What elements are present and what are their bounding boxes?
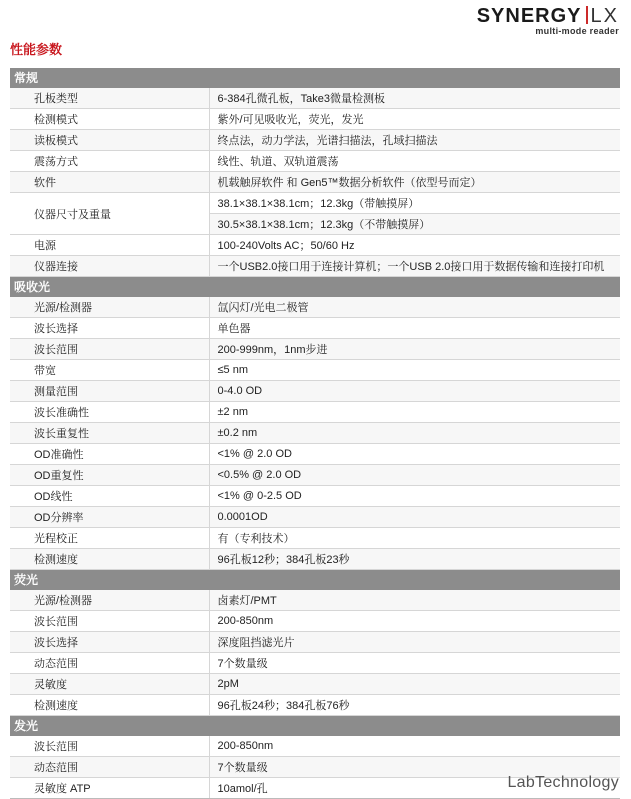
spec-label: 灵敏度 — [10, 674, 209, 695]
spec-value: 100-240Volts AC；50/60 Hz — [209, 235, 620, 256]
spec-row — [10, 590, 620, 611]
spec-label: 软件 — [10, 172, 209, 193]
spec-label: 动态范围 — [10, 757, 209, 778]
spec-row — [10, 88, 620, 109]
section-header — [10, 277, 620, 297]
spec-label: 光源/检测器 — [10, 590, 209, 611]
spec-label: 读板模式 — [10, 130, 209, 151]
spec-label: 检测速度 — [10, 695, 209, 716]
spec-row — [10, 172, 620, 193]
spec-value: ≤5 nm — [209, 360, 620, 381]
spec-label: 灵敏度 ATP — [10, 778, 209, 799]
spec-row — [10, 736, 620, 757]
spec-value: 7个数量级 — [209, 653, 620, 674]
spec-row — [10, 130, 620, 151]
brand-name: SYNERGY — [476, 5, 582, 27]
spec-value: 30.5×38.1×38.1cm；12.3kg（不带触摸屏） — [209, 214, 620, 235]
spec-label: 检测速度 — [10, 549, 209, 570]
spec-label: 动态范围 — [10, 653, 209, 674]
spec-value: 有（专利技术） — [209, 528, 620, 549]
spec-value: <1% @ 0-2.5 OD — [209, 486, 620, 507]
section-title: 吸收光 — [10, 277, 620, 297]
spec-value: 38.1×38.1×38.1cm；12.3kg（带触摸屏） — [209, 193, 620, 214]
spec-label: 带宽 — [10, 360, 209, 381]
spec-value: 线性、轨道、双轨道震荡 — [209, 151, 620, 172]
spec-value: 终点法，动力学法，光谱扫描法，孔域扫描法 — [209, 130, 620, 151]
spec-row — [10, 297, 620, 318]
spec-label: 电源 — [10, 235, 209, 256]
spec-value: <1% @ 2.0 OD — [209, 444, 620, 465]
spec-row — [10, 109, 620, 130]
spec-value: 96孔板12秒；384孔板23秒 — [209, 549, 620, 570]
section-title: 荧光 — [10, 570, 620, 590]
spec-value: 2pM — [209, 674, 620, 695]
spec-row — [10, 611, 620, 632]
spec-row — [10, 339, 620, 360]
spec-row — [10, 423, 620, 444]
spec-value: ±2 nm — [209, 402, 620, 423]
spec-label: 震荡方式 — [10, 151, 209, 172]
spec-row — [10, 318, 620, 339]
spec-value: 0.0001OD — [209, 507, 620, 528]
spec-label: 仪器连接 — [10, 256, 209, 277]
spec-row — [10, 507, 620, 528]
spec-label: 波长选择 — [10, 632, 209, 653]
spec-label: 孔板类型 — [10, 88, 209, 109]
logo-divider — [586, 6, 588, 24]
spec-value: 6-384孔微孔板，Take3微量检测板 — [209, 88, 620, 109]
spec-value: 一个USB2.0接口用于连接计算机；一个USB 2.0接口用于数据传输和连接打印机 — [209, 256, 620, 277]
spec-label: OD重复性 — [10, 465, 209, 486]
spec-label: 波长准确性 — [10, 402, 209, 423]
spec-label: OD分辨率 — [10, 507, 209, 528]
spec-label: 光源/检测器 — [10, 297, 209, 318]
spec-label: 波长选择 — [10, 318, 209, 339]
spec-label: 波长范围 — [10, 736, 209, 757]
spec-value: 0-4.0 OD — [209, 381, 620, 402]
footer-brand: LabTechnology — [507, 774, 619, 791]
spec-value: 氙闪灯/光电二极管 — [209, 297, 620, 318]
section-title: 发光 — [10, 716, 620, 736]
spec-value: 深度阻挡滤光片 — [209, 632, 620, 653]
spec-row — [10, 256, 620, 277]
spec-table-body — [10, 68, 620, 799]
section-title: 常规 — [10, 68, 620, 88]
brand-wordmark — [409, 4, 619, 28]
page-title: 性能参数 — [10, 42, 63, 57]
spec-value: ±0.2 nm — [209, 423, 620, 444]
spec-label: 波长范围 — [10, 611, 209, 632]
spec-row — [10, 444, 620, 465]
spec-value: 10amol/孔 — [209, 778, 620, 799]
spec-row — [10, 381, 620, 402]
spec-row — [10, 549, 620, 570]
spec-row — [10, 193, 620, 214]
brand-tagline: multi-mode reader — [535, 26, 619, 36]
spec-row — [10, 528, 620, 549]
spec-label: 检测模式 — [10, 109, 209, 130]
spec-label: OD线性 — [10, 486, 209, 507]
spec-value: 卤素灯/PMT — [209, 590, 620, 611]
spec-label: 仪器尺寸及重量 — [10, 193, 209, 235]
spec-row — [10, 151, 620, 172]
spec-value: 单色器 — [209, 318, 620, 339]
spec-label: 测量范围 — [10, 381, 209, 402]
section-header — [10, 570, 620, 590]
spec-value: 机载触屏软件 和 Gen5™数据分析软件（依型号而定） — [209, 172, 620, 193]
brand-model: LX — [590, 5, 619, 27]
section-header — [10, 68, 620, 88]
spec-value: 200-850nm — [209, 611, 620, 632]
spec-row — [10, 653, 620, 674]
spec-value: 200-999nm，1nm步进 — [209, 339, 620, 360]
spec-row — [10, 486, 620, 507]
spec-value: <0.5% @ 2.0 OD — [209, 465, 620, 486]
spec-row — [10, 235, 620, 256]
spec-table — [10, 68, 620, 799]
spec-row — [10, 402, 620, 423]
spec-label: OD准确性 — [10, 444, 209, 465]
spec-row — [10, 465, 620, 486]
section-header — [10, 716, 620, 736]
spec-value: 96孔板24秒；384孔板76秒 — [209, 695, 620, 716]
spec-row — [10, 695, 620, 716]
spec-label: 光程校正 — [10, 528, 209, 549]
spec-row — [10, 674, 620, 695]
spec-label: 波长重复性 — [10, 423, 209, 444]
spec-label: 波长范围 — [10, 339, 209, 360]
spec-row — [10, 632, 620, 653]
spec-value: 7个数量级 — [209, 757, 620, 778]
spec-value: 紫外/可见吸收光，荧光，发光 — [209, 109, 620, 130]
spec-row — [10, 360, 620, 381]
brand-logo — [409, 4, 619, 36]
spec-value: 200-850nm — [209, 736, 620, 757]
